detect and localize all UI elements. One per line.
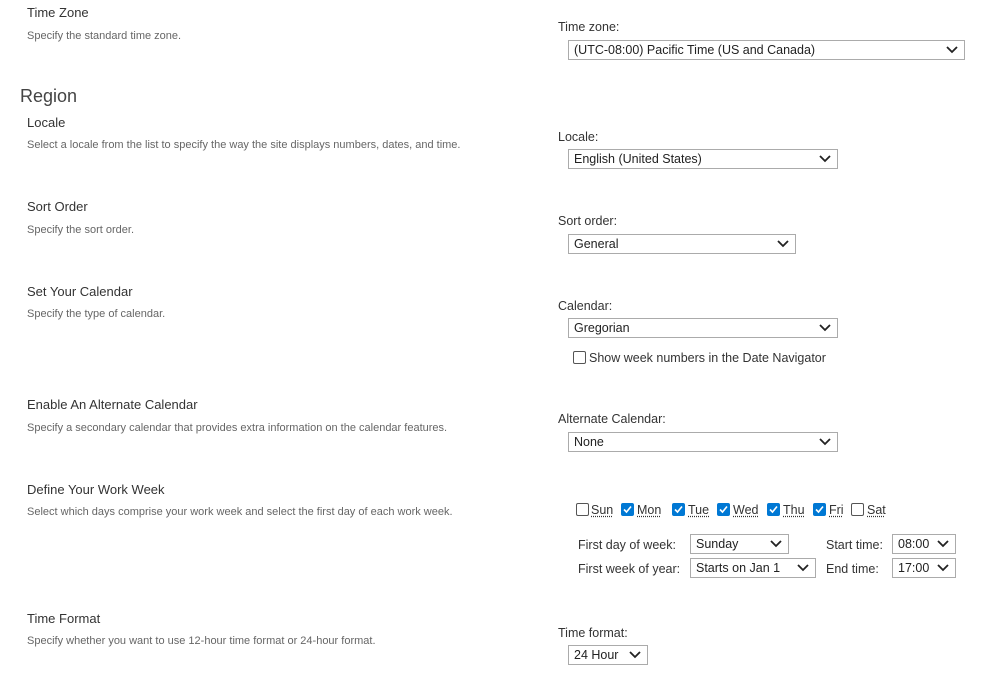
time-zone-title: Time Zone: [27, 5, 89, 20]
alt-calendar-title: Enable An Alternate Calendar: [27, 397, 198, 412]
time-format-select[interactable]: [568, 645, 648, 665]
calendar-title: Set Your Calendar: [27, 284, 133, 299]
time-format-label: Time format:: [558, 626, 628, 640]
day-label-fri: Fri: [829, 503, 844, 517]
locale-value: English (United States): [574, 152, 702, 166]
alt-calendar-label: Alternate Calendar:: [558, 412, 666, 426]
day-label-sun: Sun: [591, 503, 614, 517]
time-zone-label: Time zone:: [558, 20, 620, 34]
time-zone-desc: Specify the standard time zone.: [27, 30, 182, 42]
first-week-label: First week of year:: [578, 562, 681, 576]
chevron-down-icon: [797, 562, 809, 572]
time-format-value: 24 Hour: [574, 648, 619, 662]
alt-calendar-value: None: [574, 435, 604, 449]
calendar-select[interactable]: [568, 318, 838, 338]
region-heading: Region: [20, 86, 78, 106]
first-day-label: First day of week:: [578, 538, 676, 552]
chevron-down-icon: [819, 153, 831, 163]
sort-order-label: Sort order:: [558, 214, 618, 228]
day-checkbox-fri[interactable]: [813, 503, 826, 516]
first-week-value: Starts on Jan 1: [696, 561, 781, 575]
week-numbers-label: Show week numbers in the Date Navigator: [589, 351, 826, 365]
day-checkbox-thu[interactable]: [767, 503, 780, 516]
chevron-down-icon: [819, 322, 831, 332]
locale-desc: Select a locale from the list to specify the way the site displays numbers, dates, and time.: [27, 139, 461, 151]
work-week-desc: Select which days comprise your work week and select the first day of each work week.: [27, 506, 453, 518]
chevron-down-icon: [777, 238, 789, 248]
sort-order-title: Sort Order: [27, 199, 88, 214]
day-label-tue: Tue: [688, 503, 710, 517]
day-label-sat: Sat: [867, 503, 886, 517]
day-checkbox-sat[interactable]: [851, 503, 864, 516]
start-time-select[interactable]: [892, 534, 956, 554]
start-time-value: 08:00: [898, 537, 930, 551]
check-icon: [719, 505, 728, 514]
day-checkbox-mon[interactable]: [621, 503, 634, 516]
time-zone-value: (UTC-08:00) Pacific Time (US and Canada): [574, 43, 816, 57]
time-zone-select[interactable]: [568, 40, 965, 60]
day-checkbox-wed[interactable]: [717, 503, 730, 516]
check-icon: [769, 505, 778, 514]
sort-order-select[interactable]: [568, 234, 796, 254]
alt-calendar-select[interactable]: [568, 432, 838, 452]
locale-title: Locale: [27, 115, 66, 130]
time-format-title: Time Format: [27, 611, 101, 626]
calendar-label: Calendar:: [558, 299, 613, 313]
day-checkbox-sun[interactable]: [576, 503, 589, 516]
start-time-label: Start time:: [826, 538, 883, 552]
sort-order-desc: Specify the sort order.: [27, 224, 134, 236]
first-week-select[interactable]: [690, 558, 816, 578]
end-time-label: End time:: [826, 562, 879, 576]
day-checkbox-tue[interactable]: [672, 503, 685, 516]
chevron-down-icon: [629, 649, 641, 659]
first-day-select[interactable]: [690, 534, 789, 554]
check-icon: [674, 505, 683, 514]
day-label-mon: Mon: [637, 503, 662, 517]
chevron-down-icon: [770, 538, 782, 548]
work-week-title: Define Your Work Week: [27, 482, 165, 497]
sort-order-value: General: [574, 237, 619, 251]
alt-calendar-desc: Specify a secondary calendar that provides extra information on the calendar features.: [27, 422, 448, 434]
check-icon: [815, 505, 824, 514]
locale-label: Locale:: [558, 130, 599, 144]
chevron-down-icon: [937, 562, 949, 572]
check-icon: [623, 505, 632, 514]
locale-select[interactable]: [568, 149, 838, 169]
chevron-down-icon: [937, 538, 949, 548]
chevron-down-icon: [946, 44, 958, 54]
end-time-select[interactable]: [892, 558, 956, 578]
day-label-wed: Wed: [733, 503, 759, 517]
chevron-down-icon: [819, 436, 831, 446]
end-time-value: 17:00: [898, 561, 930, 575]
first-day-value: Sunday: [696, 537, 739, 551]
calendar-value: Gregorian: [574, 321, 630, 335]
day-label-thu: Thu: [783, 503, 805, 517]
time-format-desc: Specify whether you want to use 12-hour time format or 24-hour format.: [27, 635, 376, 647]
calendar-desc: Specify the type of calendar.: [27, 308, 166, 320]
week-numbers-checkbox[interactable]: [573, 351, 586, 364]
